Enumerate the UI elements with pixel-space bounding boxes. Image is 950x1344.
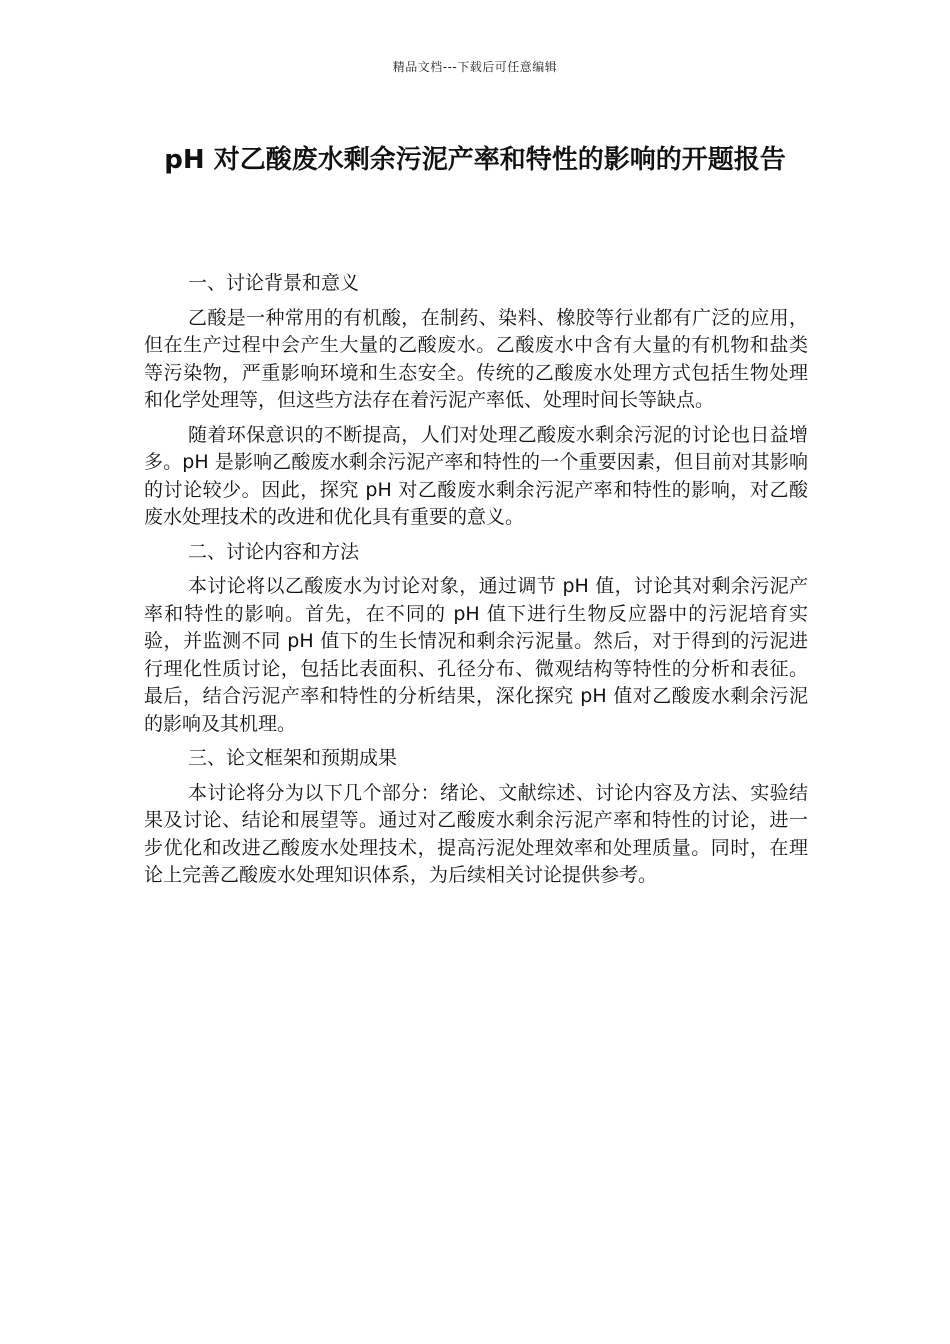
section-heading-content-method: 二、讨论内容和方法	[188, 540, 360, 563]
document-title: pH 对乙酸废水剩余污泥产率和特性的影响的开题报告	[164, 145, 786, 175]
section-heading-framework: 三、论文框架和预期成果	[188, 747, 398, 769]
header-note: 精品文档---下载后可任意编辑	[392, 60, 558, 74]
section-heading-background: 一、讨论背景和意义	[188, 272, 360, 294]
paragraph: 本讨论将以乙酸废水为讨论对象，通过调节 pH 值，讨论其对剩余污泥产率和特性的影响。首先，在不同的 pH 值下进行生物反应器中的污泥培育实验，并监测不同 pH 值下的生长情况和剩余污泥量。然后，对于得到的污泥进行理化性质讨论，包括比表面积、孔径分布、微观结构等特性的分析和表征。最后，结合污泥产率和特性的分析结果，深化探究 pH 值对乙酸废水剩余污泥的影响及其机理。	[144, 575, 808, 735]
document-body	[144, 270, 808, 897]
paragraph: 本讨论将分为以下几个部分：绪论、文献综述、讨论内容及方法、实验结果及讨论、结论和展望等。通过对乙酸废水剩余污泥产率和特性的讨论，进一步优化和改进乙酸废水处理技术，提高污泥处理效率和处理质量。同时，在理论上完善乙酸废水处理知识体系，为后续相关讨论提供参考。	[144, 781, 808, 886]
paragraph: 随着环保意识的不断提高，人们对处理乙酸废水剩余污泥的讨论也日益增多。pH 是影响乙酸废水剩余污泥产率和特性的一个重要因素，但目前对其影响的讨论较少。因此，探究 pH 对乙酸废水剩余污泥产率和特性的影响，对乙酸废水处理技术的改进和优化具有重要的意义。	[144, 423, 808, 528]
paragraph: 乙酸是一种常用的有机酸，在制药、染料、橡胶等行业都有广泛的应用，但在生产过程中会产生大量的乙酸废水。乙酸废水中含有大量的有机物和盐类等污染物，严重影响环境和生态安全。传统的乙酸废水处理方式包括生物处理和化学处理等，但这些方法存在着污泥产率低、处理时间长等缺点。	[144, 306, 808, 411]
